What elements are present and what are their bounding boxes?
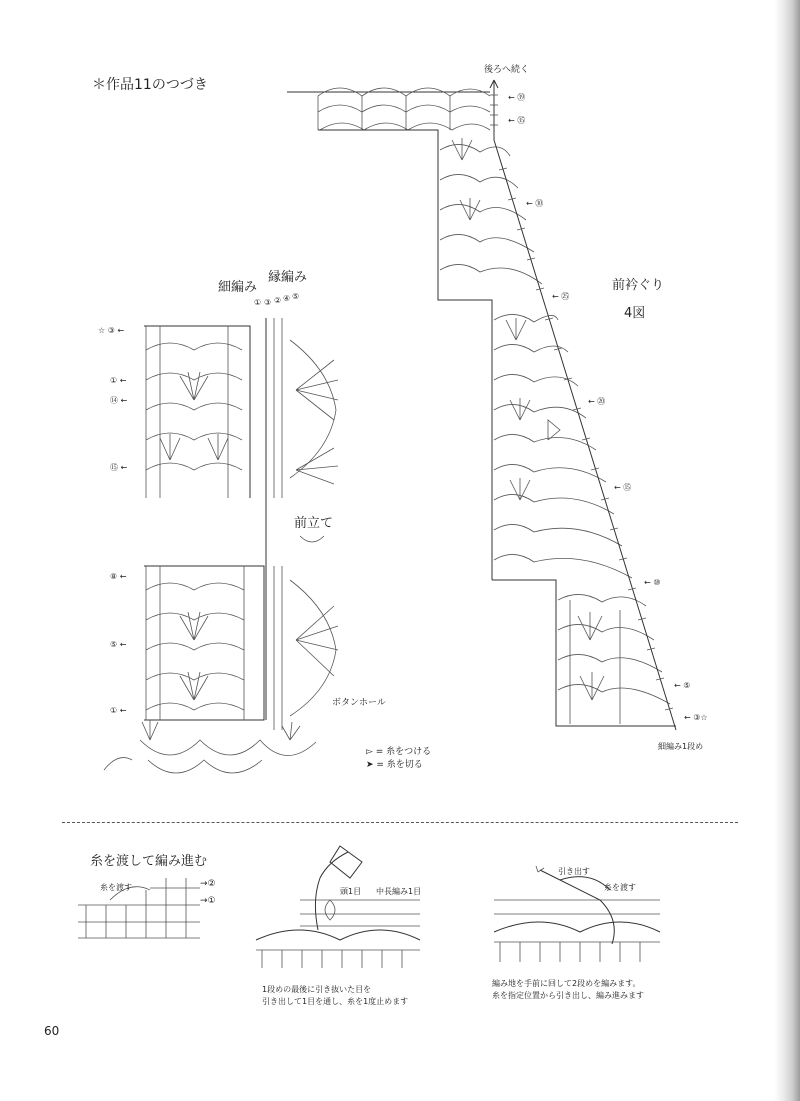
- row-mark-25: ← ㉕: [552, 292, 570, 301]
- row-mark-39: ← ㊴: [508, 93, 526, 102]
- legend-cut: ➤ = 糸を切る: [366, 760, 423, 770]
- bottom-edging: [104, 720, 316, 773]
- body-chart-upper: [144, 326, 250, 498]
- page-title: ＊作品11のつづき: [92, 77, 208, 93]
- illustration-step1: [256, 846, 420, 968]
- edge-label: 縁編み: [268, 270, 308, 285]
- hook-label: 頭1目: [340, 887, 362, 896]
- illustration-step2: [494, 866, 660, 962]
- neckline-step-edge: [318, 130, 492, 580]
- carry-yarn-mini-chart: [78, 878, 200, 938]
- row-mark-left-1b: ① ←: [110, 706, 127, 715]
- row-mark-10: ← ⑩: [644, 578, 661, 587]
- row-mark-left-15: ⑮ ←: [110, 463, 128, 472]
- neckline-upper-block: [318, 88, 490, 130]
- row-2-label: →②: [200, 879, 216, 889]
- row-mark-20: ← ⑳: [588, 397, 606, 406]
- row-mark-5: ← ⑤: [674, 681, 691, 690]
- column-num-1: ①: [254, 298, 262, 307]
- legend-attach: ▻ = 糸をつける: [366, 747, 432, 757]
- hdc-label: 中長編み1目: [376, 887, 422, 896]
- caption-left-line2: 引き出して1目を通し、糸を1度止めます: [262, 997, 409, 1006]
- front-neck-label: 前衿ぐり: [612, 278, 665, 293]
- column-num-5: ⑤: [292, 292, 300, 301]
- row-mark-left-3: ☆ ③ ←: [98, 326, 125, 335]
- caption-left-line1: 1段めの最後に引き抜いた目を: [262, 985, 372, 994]
- section-divider: [62, 822, 738, 823]
- sc-row1-label: 細編み1段め: [658, 742, 704, 751]
- front-band-columns: [266, 318, 282, 730]
- carry-yarn-label-2: 糸を渡す: [604, 883, 636, 892]
- row-mark-15: ← ⑮: [614, 483, 632, 492]
- front-band-label: 前立て: [294, 516, 334, 531]
- row-mark-35: ← ㉟: [508, 116, 526, 125]
- front-neckline-chart: [287, 80, 676, 730]
- row-mark-left-14: ⑭ ←: [110, 396, 128, 405]
- column-num-3: ③: [264, 298, 272, 307]
- sc-edge-diagonal: [494, 140, 676, 730]
- neckline-lower-edge: [492, 580, 676, 726]
- row-mark-30: ← ㉚: [526, 199, 544, 208]
- pull-out-label: 引き出す: [558, 867, 590, 876]
- page-number: 60: [44, 1024, 60, 1038]
- row-mark-left-5: ⑤ ←: [110, 640, 127, 649]
- buttonhole-label: ボタンホール: [332, 698, 386, 708]
- column-num-2: ②: [274, 296, 282, 305]
- caption-right-line2: 糸を指定位置から引き出し、編み進みます: [492, 991, 644, 1000]
- caption-right-line1: 編み地を手前に回して2段めを編みます。: [492, 979, 641, 988]
- carry-yarn-label: 糸を渡す: [100, 883, 132, 892]
- row-1-label: →①: [200, 896, 216, 906]
- carry-yarn-heading: 糸を渡して編み進む: [90, 854, 208, 869]
- figure-number: 4図: [624, 306, 646, 321]
- sc-label: 細編み: [218, 280, 258, 295]
- row-mark-left-8: ⑧ ←: [110, 572, 127, 581]
- body-chart-lower: [144, 566, 264, 720]
- row-mark-3: ← ③☆: [684, 713, 708, 722]
- row-mark-left-1: ① ←: [110, 376, 127, 385]
- column-num-4: ④: [283, 294, 291, 303]
- continue-back-label: 後ろへ続く: [484, 65, 530, 75]
- neckline-lower-block: [558, 594, 670, 724]
